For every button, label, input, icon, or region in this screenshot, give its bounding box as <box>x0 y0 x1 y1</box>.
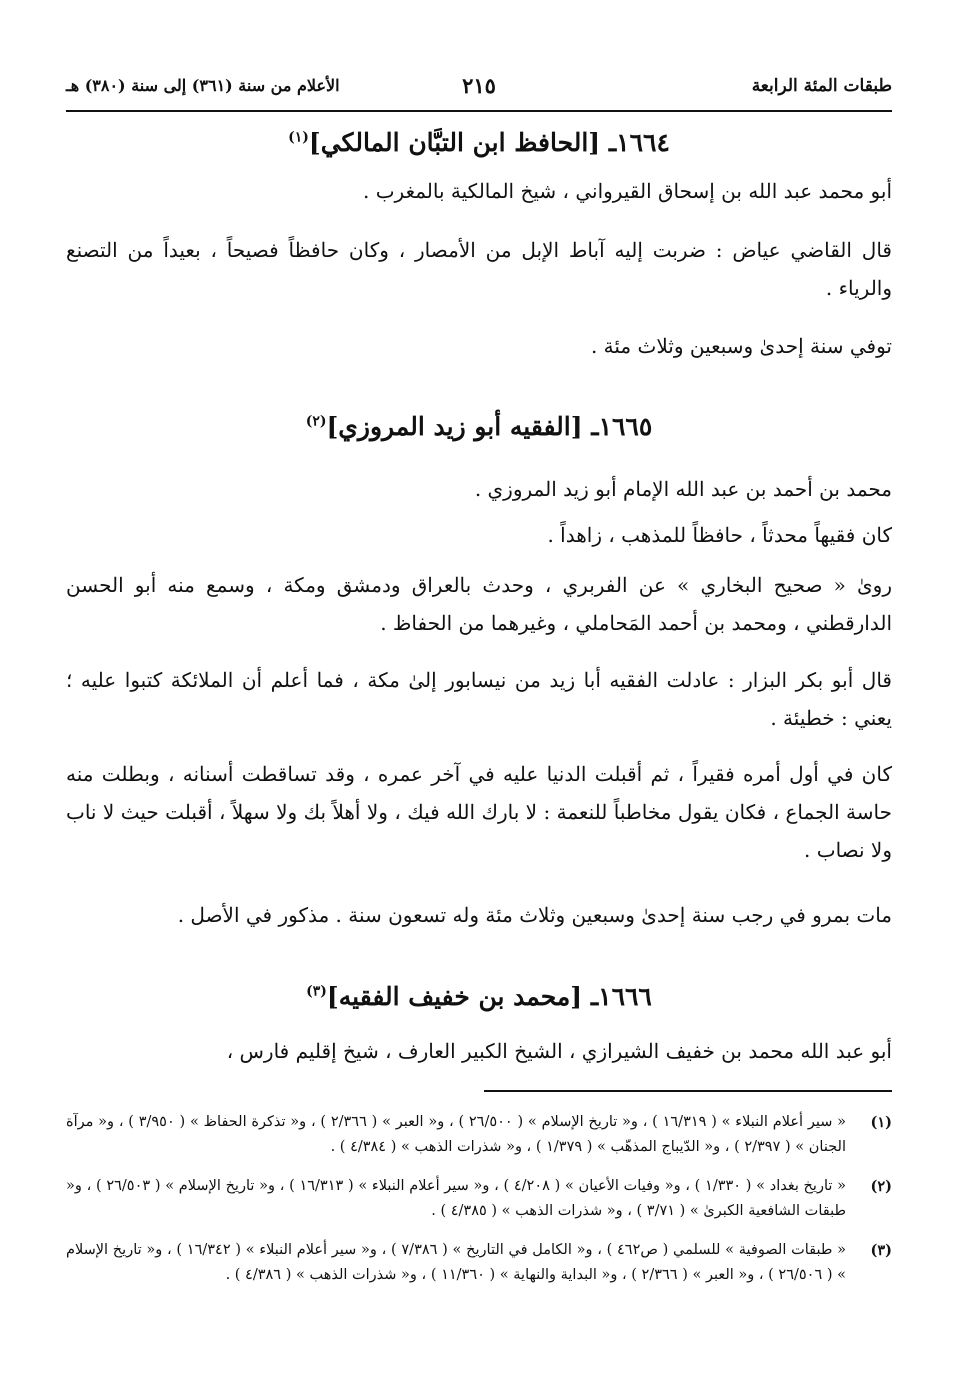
header-year-range: الأعلام من سنة (٣٦١) إلى سنة (٣٨٠) هـ <box>66 76 340 95</box>
footnote-number: (٣) <box>870 1242 892 1259</box>
footnote-1 <box>66 1110 892 1160</box>
entry-paragraph: كان في أول أمره فقيراً ، ثم أقبلت الدنيا عليه في آخر عمره ، وقد تساقطت أسنانه ، وبطلت منه حاسة الجماع ، فكان يقول مخاطباً للنعمة : لا بارك الله فيك ، ولا أهلاً بك ولا سهلاً ، أقبلت حيث لا ناب ولا نصاب . <box>66 762 892 862</box>
entry-paragraph: قال أبو بكر البزار : عادلت الفقيه أبا زيد من نيسابور إلىٰ مكة ، فما أعلم أن الملائكة كتبوا عليه ؛ يعني : خطيئة . <box>66 668 892 730</box>
entry-title-1666: ١٦٦٦ـ [محمد بن خفيف الفقيه]$^{(٣)}$ <box>306 982 652 1011</box>
header-divider <box>66 110 892 112</box>
header-section-title: طبقات المئة الرابعة <box>751 76 892 96</box>
footnote-text: « تاريخ بغداد » ( ١/٣٣٠ ) ، و« وفيات الأعيان » ( ٤/٢٠٨ ) ، و« سير أعلام النبلاء » ( ١٦/٣١٣ ) ، و« تاريخ الإسلام » ( ٢٦/٥٠٣ ) ، و« طبقات الشافعية الكبرىٰ » ( ٣/٧١ ) ، و« شذرات الذهب » ( ٤/٣٨٥ ) . <box>66 1178 846 1219</box>
entry-paragraph: أبو عبد الله محمد بن خفيف الشيرازي ، الشيخ الكبير العارف ، شيخ إقليم فارس ، <box>226 1039 892 1063</box>
footnote-ref: (٢) <box>305 413 327 430</box>
entry-paragraph: روىٰ « صحيح البخاري » عن الفربري ، وحدث بالعراق ودمشق ومكة ، وسمع منه أبو الحسن الدارقطني ، ومحمد بن أحمد المَحاملي ، وغيرهما من الحفاظ . <box>66 573 892 635</box>
entry-paragraph: توفي سنة إحدىٰ وسبعين وثلاث مئة . <box>590 334 892 358</box>
entry-paragraph: مات بمرو في رجب سنة إحدىٰ وسبعين وثلاث مئة وله تسعون سنة . مذكور في الأصل . <box>177 903 892 927</box>
entry-title-1665: ١٦٦٥ـ [الفقيه أبو زيد المروزي]$^{(٢)}$ <box>305 412 653 441</box>
entry-paragraph: محمد بن أحمد بن عبد الله الإمام أبو زيد المروزي . <box>474 477 892 501</box>
footnote-ref: (١) <box>288 129 309 146</box>
entry-paragraph: أبو محمد عبد الله بن إسحاق القيرواني ، شيخ المالكية بالمغرب . <box>363 179 892 203</box>
page-number: ٢١٥ <box>462 73 496 98</box>
footnote-text: « طبقات الصوفية » للسلمي ( ص٤٦٢ ) ، و« الكامل في التاريخ » ( ٧/٣٨٦ ) ، و« سير أعلام النبلاء » ( ١٦/٣٤٢ ) ، و« تاريخ الإسلام » ( ٢٦/٥٠٦ ) ، و« العبر » ( ٢/٣٦٦ ) ، و« البداية والنهاية » ( ١١/٣٦٠ ) ، و« شذرات الذهب » ( ٤/٣٨٦ ) . <box>66 1242 846 1283</box>
footnote-number: (٢) <box>870 1178 892 1195</box>
footnote-divider <box>484 1090 892 1092</box>
running-header <box>66 70 892 106</box>
entry-title-1664: ١٦٦٤ـ [الحافظ ابن التبَّان المالكي]$^{(١)}$ <box>288 128 670 157</box>
footnote-3 <box>66 1238 892 1288</box>
entry-paragraph: قال القاضي عياض : ضربت إليه آباط الإبل من الأمصار ، وكان حافظاً فصيحاً ، بعيداً من التصنع والرياء . <box>66 238 892 300</box>
footnote-number: (١) <box>870 1114 892 1131</box>
footnote-2 <box>66 1174 892 1224</box>
entry-paragraph: كان فقيهاً محدثاً ، حافظاً للمذهب ، زاهداً . <box>547 523 892 547</box>
footnote-text: « سير أعلام النبلاء » ( ١٦/٣١٩ ) ، و« تاريخ الإسلام » ( ٢٦/٥٠٠ ) ، و« العبر » ( ٢/٣٦٦ ) ، و« تذكرة الحفاظ » ( ٣/٩٥٠ ) ، و« مرآة الجنان » ( ٢/٣٩٧ ) ، و« الدّيباج المذهّب » ( ١/٣٧٩ ) ، و« شذرات الذهب » ( ٤/٣٨٤ ) . <box>66 1114 847 1155</box>
footnote-ref: (٣) <box>306 983 327 1000</box>
